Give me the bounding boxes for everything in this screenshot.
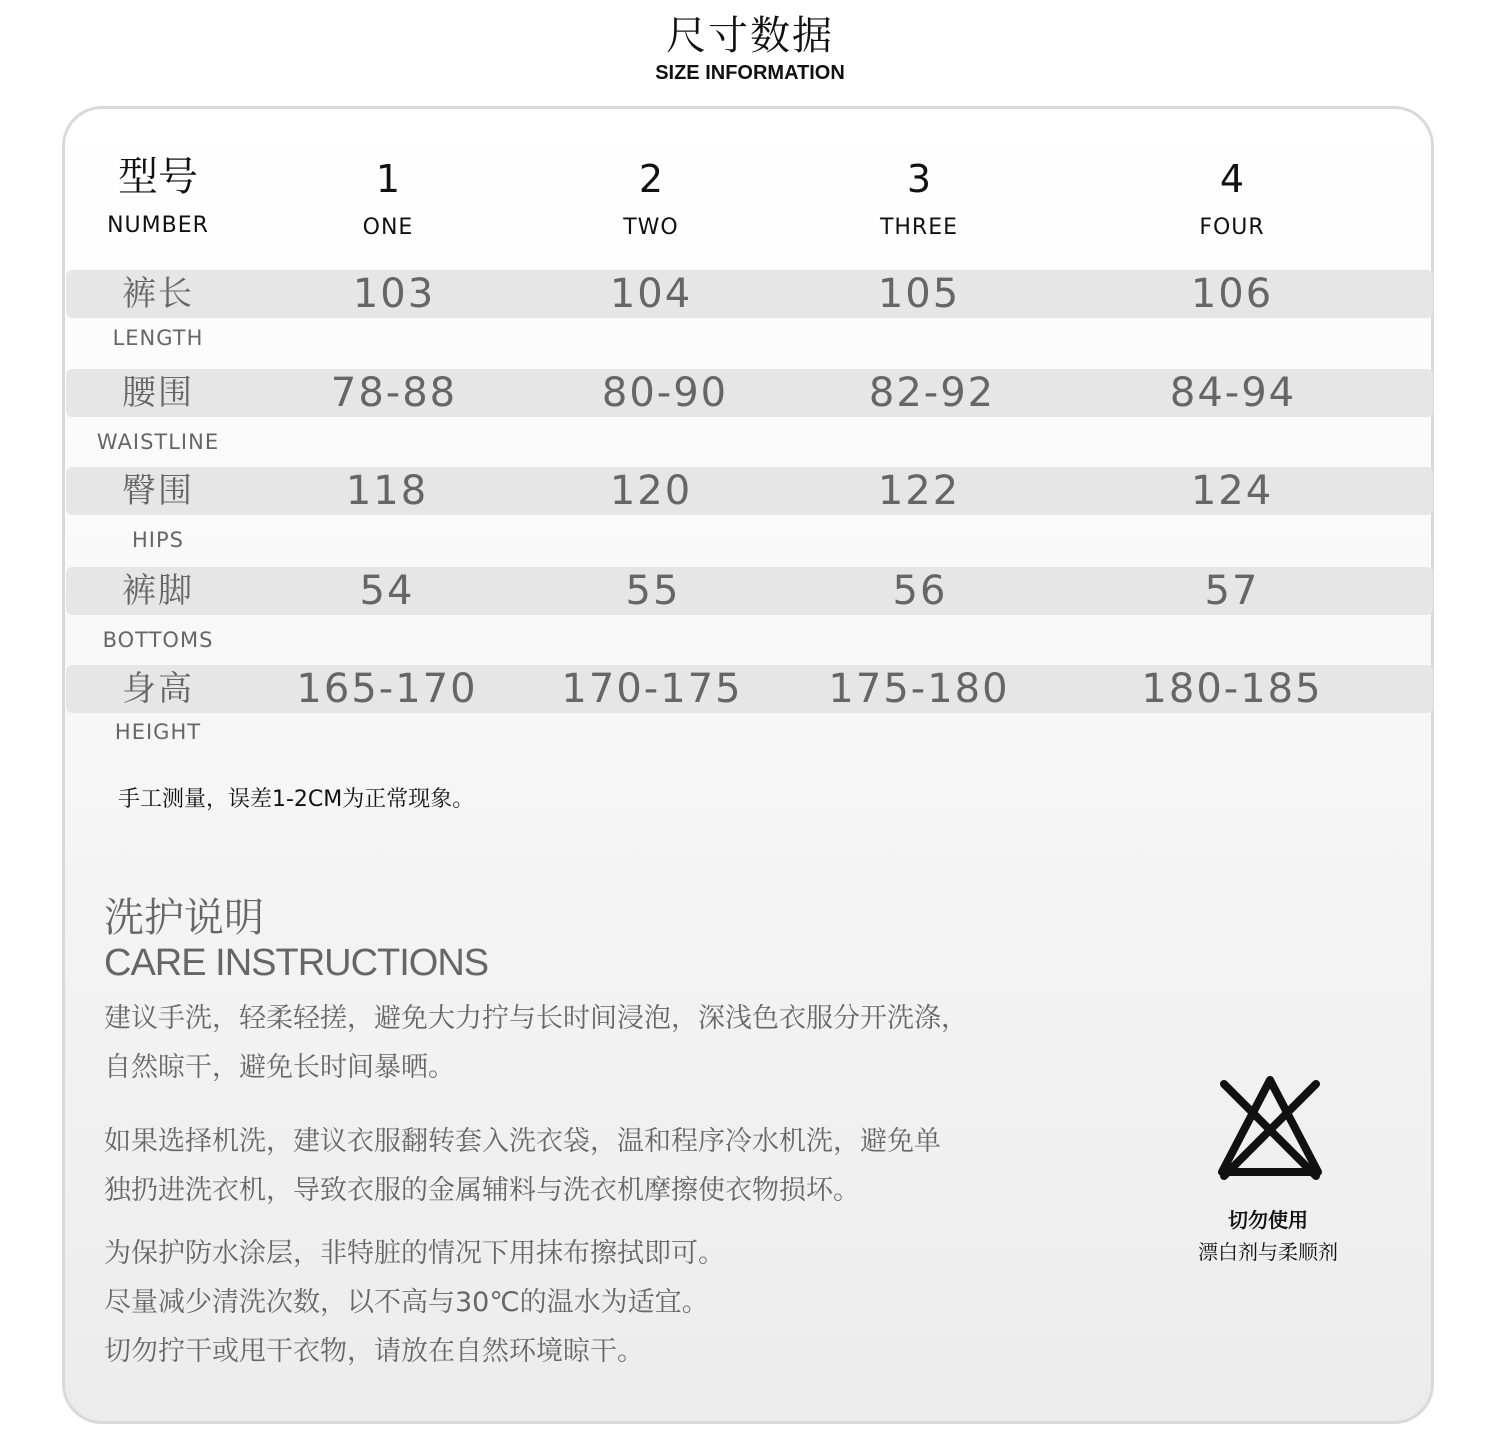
- row-sublabel-hips: HIPS: [132, 528, 184, 552]
- table-cell: 78-88: [330, 370, 458, 416]
- page-title-cn: 尺寸数据: [666, 13, 834, 59]
- column-header-4-num: 4: [1219, 157, 1245, 201]
- column-header-1-word: ONE: [362, 215, 414, 240]
- column-header-3-word: THREE: [879, 215, 959, 240]
- table-cell: 124: [1190, 468, 1274, 514]
- table-cell: 122: [877, 468, 961, 514]
- column-header-3-num: 3: [906, 157, 932, 201]
- table-cell: 57: [1204, 568, 1260, 614]
- column-header-1-num: 1: [375, 157, 401, 201]
- warning-line-1: 切勿使用: [1228, 1208, 1308, 1232]
- care-line: 切勿拧干或甩干衣物，请放在自然环境晾干。: [104, 1336, 644, 1367]
- care-line: 尽量减少清洗次数，以不高与30℃的温水为适宜。: [104, 1287, 709, 1318]
- table-cell: 55: [625, 568, 681, 614]
- warning-line-2: 漂白剂与柔顺剂: [1198, 1240, 1338, 1264]
- column-header-label-cn: 型号: [118, 154, 198, 200]
- column-header-2: [581, 157, 721, 240]
- table-cell: 170-175: [561, 666, 743, 712]
- row-label-height: 身高: [122, 669, 194, 709]
- row-label-length: 裤长: [122, 274, 194, 314]
- row-sublabel-length: LENGTH: [112, 326, 204, 350]
- table-cell: 82-92: [868, 370, 996, 416]
- table-cell: 84-94: [1169, 370, 1297, 416]
- column-header-3: [849, 157, 989, 240]
- table-cell: 56: [892, 568, 948, 614]
- care-line: 为保护防水涂层，非特脏的情况下用抹布擦拭即可。: [104, 1238, 725, 1269]
- column-header-label-en: NUMBER: [107, 213, 209, 238]
- measurement-note: 手工测量，误差1-2CM为正常现象。: [118, 787, 475, 812]
- care-line: 建议手洗，轻柔轻搓，避免大力拧与长时间浸泡，深浅色衣服分开洗涤，: [104, 1003, 968, 1034]
- care-paragraph-3: [104, 1229, 725, 1376]
- row-label-waistline: 腰围: [122, 373, 194, 413]
- row-label-hips: 臀围: [122, 471, 194, 511]
- table-cell: 180-185: [1141, 666, 1323, 712]
- row-sublabel-height: HEIGHT: [114, 720, 202, 744]
- care-line: 如果选择机洗，建议衣服翻转套入洗衣袋，温和程序冷水机洗，避免单: [104, 1126, 941, 1157]
- care-paragraph-1: [104, 994, 968, 1092]
- column-header-4-word: FOUR: [1199, 215, 1265, 240]
- table-cell: 118: [345, 468, 429, 514]
- care-line: 自然晾干，避免长时间暴晒。: [104, 1052, 455, 1083]
- row-sublabel-bottoms: BOTTOMS: [102, 628, 214, 652]
- table-cell: 104: [609, 271, 693, 317]
- table-cell: 80-90: [601, 370, 729, 416]
- table-cell: 103: [352, 271, 436, 317]
- care-paragraph-2: [104, 1117, 941, 1215]
- table-cell: 106: [1190, 271, 1274, 317]
- care-line: 独扔进洗衣机，导致衣服的金属辅料与洗衣机摩擦使衣物损坏。: [104, 1175, 860, 1206]
- table-cell: 120: [609, 468, 693, 514]
- table-cell: 105: [877, 271, 961, 317]
- no-bleach-icon: [1210, 1070, 1330, 1190]
- page-title-en: SIZE INFORMATION: [655, 62, 845, 84]
- row-label-bottoms: 裤脚: [122, 571, 194, 611]
- column-header-2-num: 2: [638, 157, 664, 201]
- column-header-4: [1162, 157, 1302, 240]
- table-cell: 175-180: [828, 666, 1010, 712]
- table-cell: 165-170: [296, 666, 478, 712]
- column-header-1: [318, 157, 458, 240]
- row-sublabel-waistline: WAISTLINE: [96, 430, 220, 454]
- table-cell: 54: [359, 568, 415, 614]
- care-title-en: CARE INSTRUCTIONS: [104, 942, 489, 984]
- column-header-label: [88, 155, 228, 238]
- care-title-cn: 洗护说明: [104, 895, 264, 941]
- column-header-2-word: TWO: [623, 215, 679, 240]
